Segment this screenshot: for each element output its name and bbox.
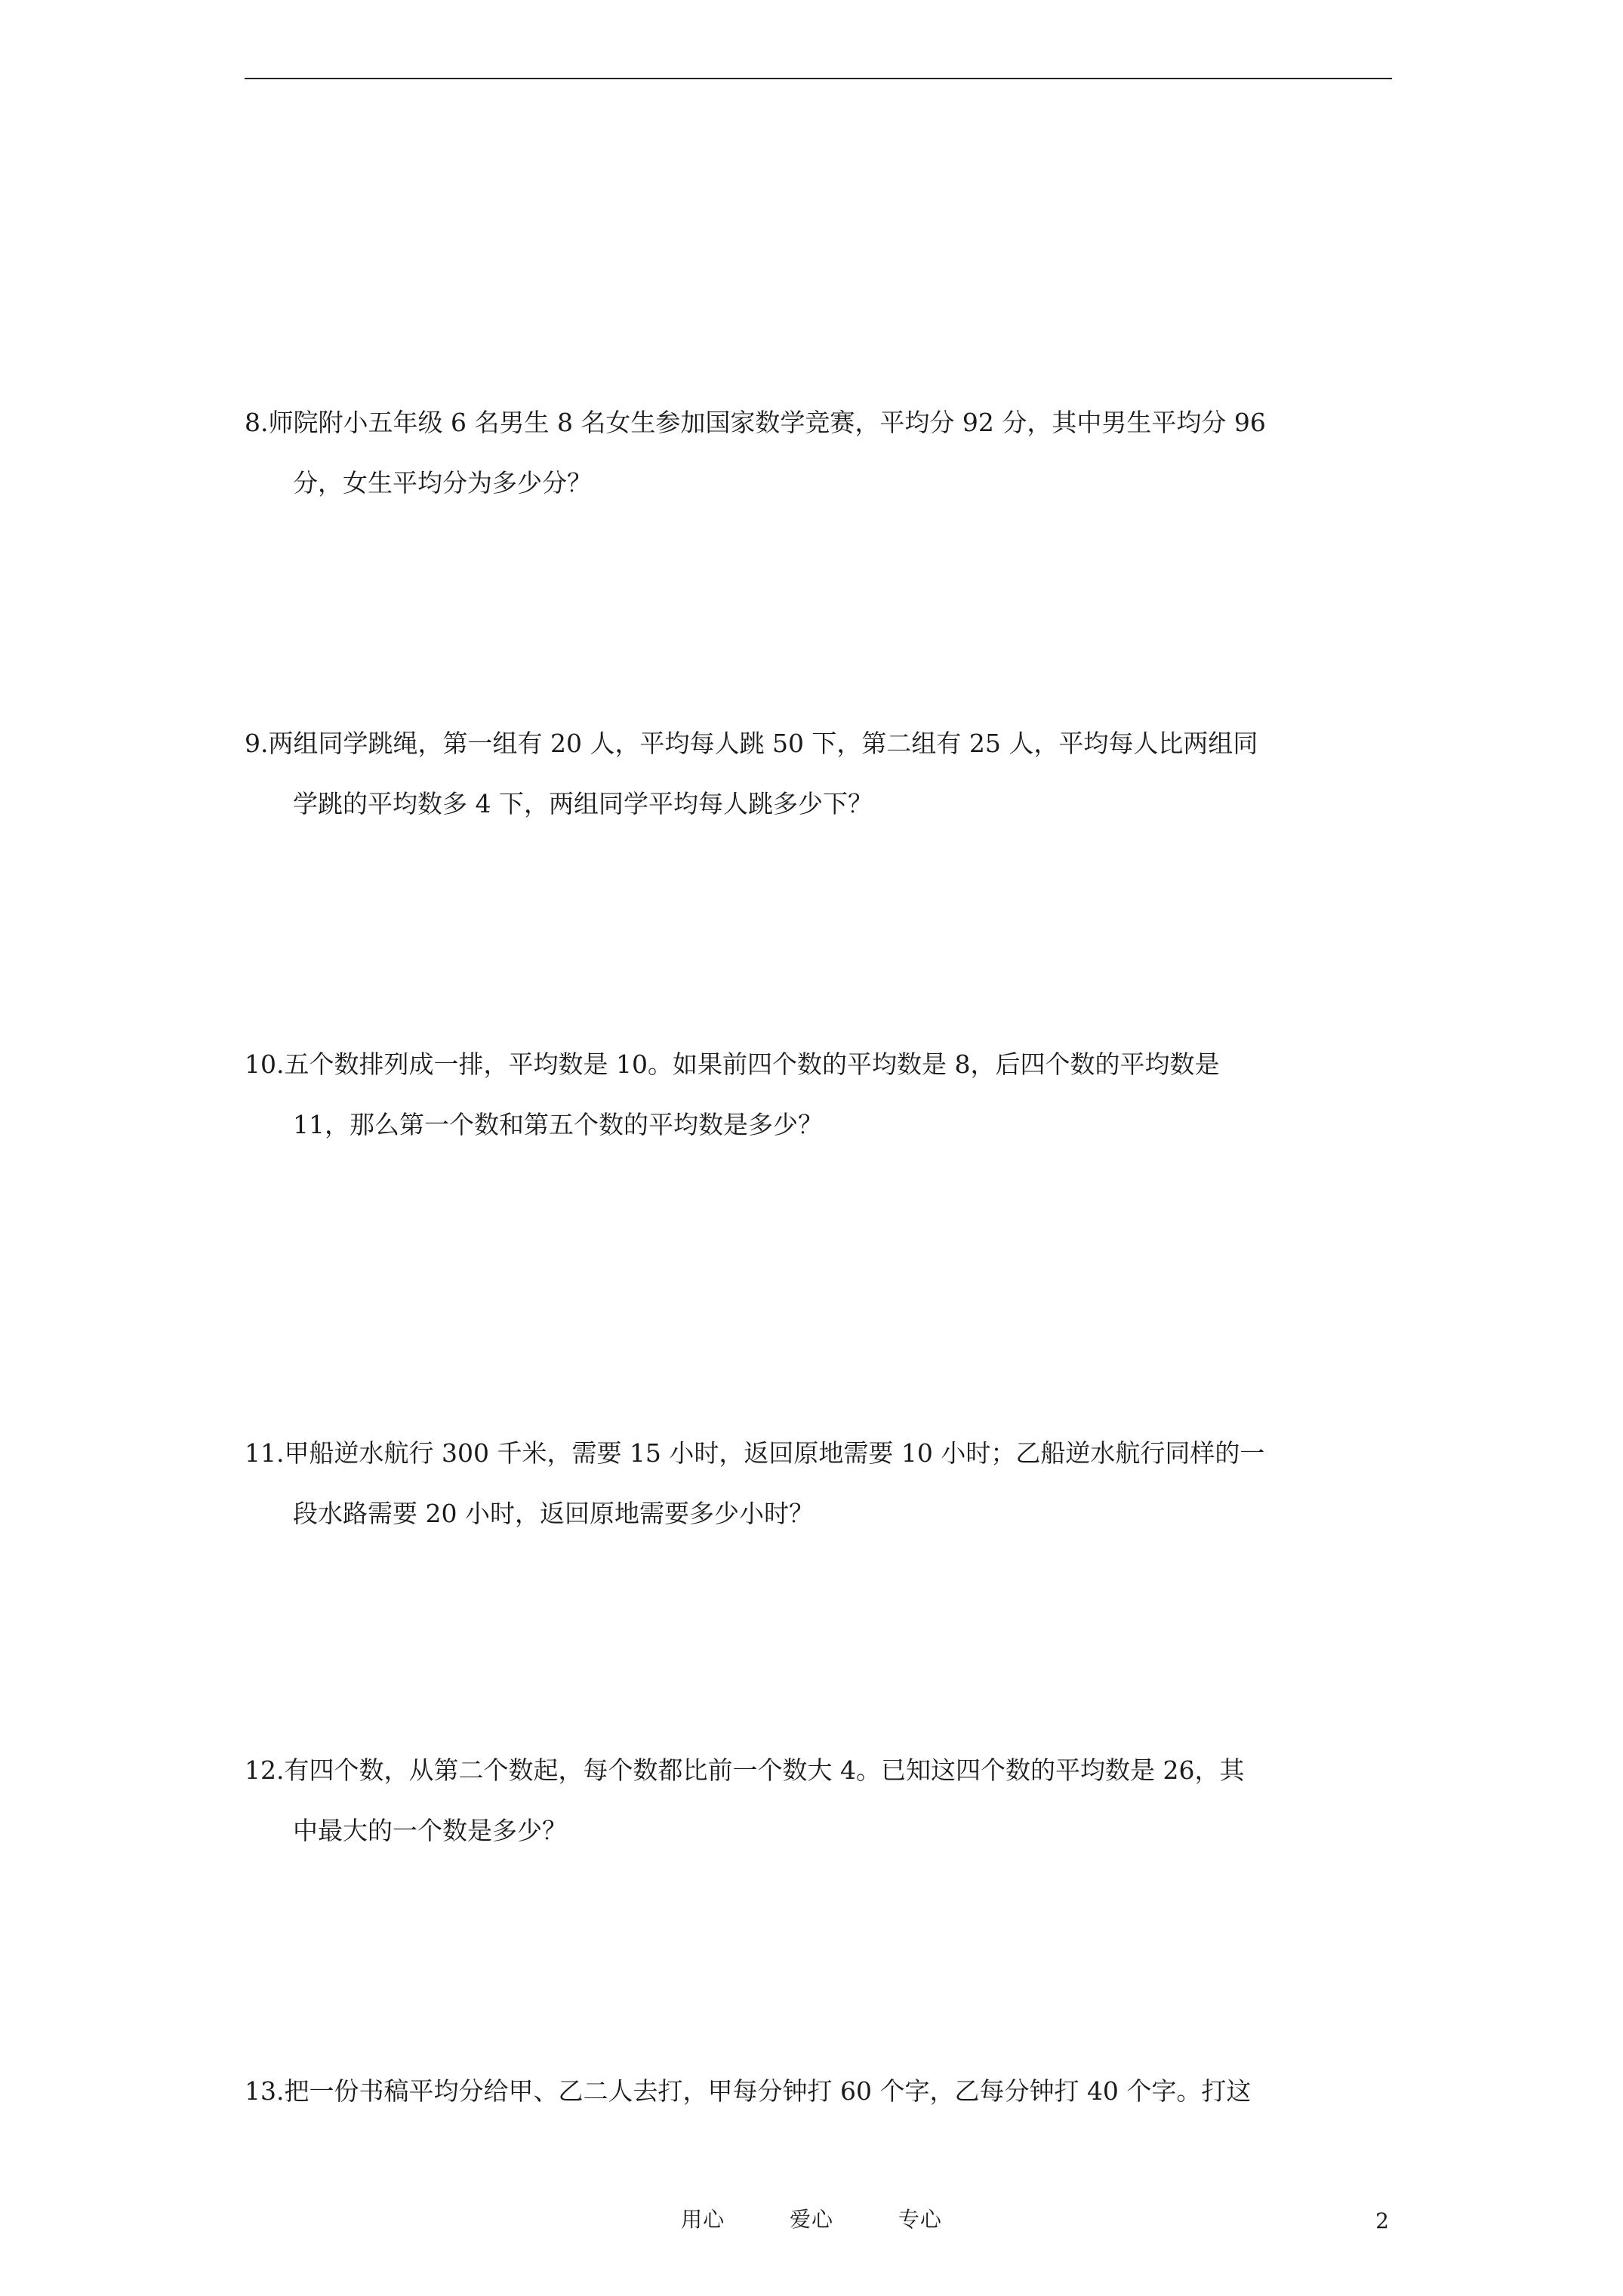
problem-11 bbox=[245, 1423, 1392, 1544]
problem-9 bbox=[245, 713, 1392, 834]
footer-word-1: 用心 bbox=[681, 2207, 725, 2232]
problem-10-line-2: 11，那么第一个数和第五个数的平均数是多少？ bbox=[293, 1110, 823, 1139]
problem-10-line-1: 10.五个数排列成一排，平均数是 10。如果前四个数的平均数是 8，后四个数的平均数是 bbox=[245, 1049, 1220, 1079]
problem-11-line-1: 11.甲船逆水航行 300 千米，需要 15 小时，返回原地需要 10 小时；乙船逆水航行同样的一 bbox=[245, 1438, 1265, 1468]
problem-12 bbox=[245, 1740, 1392, 1861]
problem-10 bbox=[245, 1034, 1392, 1155]
header-rule bbox=[245, 78, 1392, 79]
problem-9-line-1: 9.两组同学跳绳，第一组有 20 人，平均每人跳 50 下，第二组有 25 人，平均每人比两组同 bbox=[245, 729, 1258, 758]
footer-word-2: 爱心 bbox=[789, 2207, 833, 2232]
problem-8-line-1: 8.师院附小五年级 6 名男生 8 名女生参加国家数学竞赛，平均分 92 分，其中男生平均分 96 bbox=[245, 408, 1266, 437]
page-number: 2 bbox=[1375, 2208, 1389, 2233]
problem-11-line-2: 段水路需要 20 小时，返回原地需要多少小时？ bbox=[293, 1499, 814, 1528]
problem-8-line-2: 分，女生平均分为多少分？ bbox=[293, 468, 592, 498]
footer-word-3: 专心 bbox=[898, 2207, 942, 2232]
problem-13 bbox=[245, 2061, 1392, 2122]
problem-12-line-1: 12.有四个数，从第二个数起，每个数都比前一个数大 4。已知这四个数的平均数是 26，其 bbox=[245, 1755, 1245, 1785]
problem-13-line-1: 13.把一份书稿平均分给甲、乙二人去打，甲每分钟打 60 个字，乙每分钟打 40 个字。打这 bbox=[245, 2076, 1252, 2106]
problem-8 bbox=[245, 393, 1392, 513]
problem-9-line-2: 学跳的平均数多 4 下，两组同学平均每人跳多少下？ bbox=[293, 789, 873, 818]
problem-12-line-2: 中最大的一个数是多少？ bbox=[293, 1816, 567, 1845]
